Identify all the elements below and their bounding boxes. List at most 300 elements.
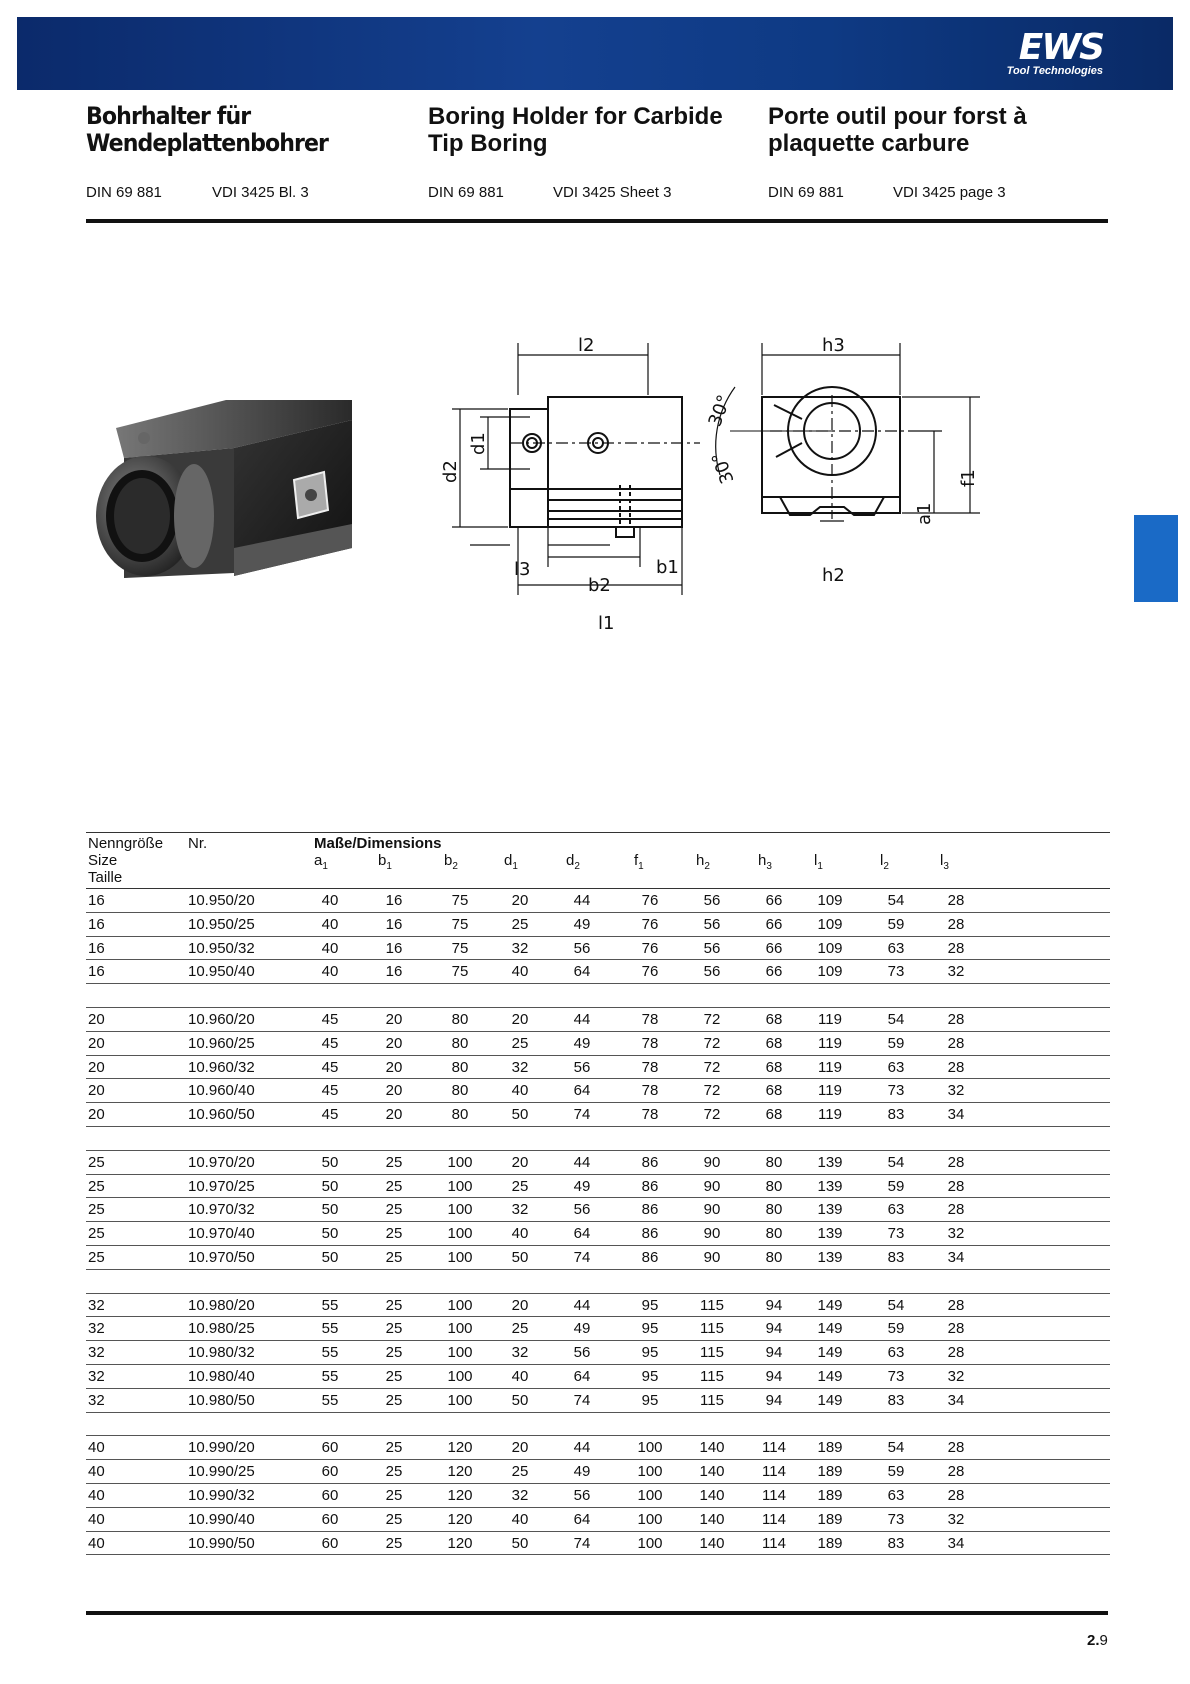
table-cell: 86 xyxy=(641,1225,659,1243)
table-cell: 139 xyxy=(817,1201,843,1219)
table-cell: 63 xyxy=(887,1344,905,1362)
table-cell: 45 xyxy=(321,1082,339,1100)
table-row xyxy=(86,1317,1110,1341)
header-dim-a1: $a_1$ xyxy=(314,852,328,872)
table-cell: 90 xyxy=(703,1201,721,1219)
table-cell: 40 xyxy=(321,892,339,909)
table-cell: 16 xyxy=(88,939,105,957)
header-dim-b1: $b_1$ xyxy=(378,852,392,872)
logo-subtitle: Tool Technologies xyxy=(1006,65,1103,77)
table-cell: 32 xyxy=(947,1082,965,1100)
table-cell: 83 xyxy=(887,1391,905,1409)
table-cell: 83 xyxy=(887,1534,905,1552)
table-cell: 28 xyxy=(947,1177,965,1195)
table-cell: 55 xyxy=(321,1320,339,1338)
table-cell: 100 xyxy=(447,1248,473,1266)
table-cell: 10.970/20 xyxy=(188,1153,255,1171)
table-cell: 50 xyxy=(511,1391,529,1409)
table-cell: 100 xyxy=(637,1439,663,1457)
table-cell: 119 xyxy=(818,1106,842,1124)
table-cell: 95 xyxy=(641,1320,659,1338)
table-cell: 10.980/40 xyxy=(188,1367,255,1385)
table-cell: 28 xyxy=(947,1296,965,1314)
table-cell: 63 xyxy=(887,1201,905,1219)
table-cell: 149 xyxy=(817,1344,843,1362)
table-cell: 28 xyxy=(947,1344,965,1362)
table-cell: 83 xyxy=(887,1248,905,1266)
table-cell: 49 xyxy=(573,1177,591,1195)
table-cell: 54 xyxy=(887,1010,905,1028)
table-cell: 73 xyxy=(887,1225,905,1243)
table-cell: 50 xyxy=(321,1201,339,1219)
table-cell: 78 xyxy=(641,1034,659,1052)
table-cell: 10.970/25 xyxy=(188,1177,255,1195)
table-cell: 140 xyxy=(699,1486,725,1504)
table-cell: 189 xyxy=(817,1463,843,1481)
header-size-en: Size xyxy=(88,852,118,869)
table-cell: 25 xyxy=(385,1510,403,1528)
table-cell: 50 xyxy=(511,1534,529,1552)
table-cell: 32 xyxy=(511,1486,529,1504)
table-cell: 75 xyxy=(451,939,469,957)
table-cell: 32 xyxy=(88,1367,105,1385)
table-row xyxy=(86,1436,1110,1460)
table-cell: 189 xyxy=(817,1534,843,1552)
table-cell: 72 xyxy=(703,1058,721,1076)
table-cell: 49 xyxy=(573,1034,591,1052)
table-cell: 25 xyxy=(385,1439,403,1457)
table-cell: 25 xyxy=(511,1034,529,1052)
table-cell: 95 xyxy=(641,1344,659,1362)
table-cell: 114 xyxy=(762,1486,786,1504)
table-cell: 20 xyxy=(88,1034,105,1052)
table-cell: 20 xyxy=(88,1058,105,1076)
table-cell: 100 xyxy=(447,1177,473,1195)
table-cell: 20 xyxy=(88,1106,105,1124)
dim-label-l2: l2 xyxy=(578,335,595,356)
header-banner xyxy=(17,17,1173,90)
table-cell: 64 xyxy=(573,1510,591,1528)
table-cell: 25 xyxy=(511,1177,529,1195)
table-cell: 32 xyxy=(947,1510,965,1528)
table-cell: 100 xyxy=(447,1225,473,1243)
table-cell: 50 xyxy=(321,1248,339,1266)
table-cell: 72 xyxy=(703,1034,721,1052)
table-cell: 80 xyxy=(765,1201,783,1219)
table-cell: 64 xyxy=(573,963,591,981)
table-cell: 32 xyxy=(947,963,965,981)
table-cell: 10.960/32 xyxy=(188,1058,255,1076)
table-row xyxy=(86,913,1110,937)
table-cell: 25 xyxy=(385,1463,403,1481)
table-cell: 28 xyxy=(947,1010,965,1028)
table-cell: 76 xyxy=(641,939,659,957)
table-cell: 90 xyxy=(703,1248,721,1266)
page-number: 2.9 xyxy=(1087,1632,1108,1649)
table-cell: 119 xyxy=(818,1010,842,1028)
table-cell: 40 xyxy=(511,1367,529,1385)
table-cell: 59 xyxy=(887,1034,905,1052)
table-cell: 66 xyxy=(765,892,783,909)
table-cell: 149 xyxy=(817,1296,843,1314)
table-cell: 120 xyxy=(447,1439,473,1457)
table-cell: 73 xyxy=(887,1510,905,1528)
table-cell: 40 xyxy=(321,939,339,957)
table-cell: 73 xyxy=(887,963,905,981)
table-cell: 28 xyxy=(947,1463,965,1481)
table-row xyxy=(86,1341,1110,1365)
table-cell: 25 xyxy=(385,1153,403,1171)
table-cell: 140 xyxy=(699,1534,725,1552)
dim-label-h3: h3 xyxy=(822,335,845,356)
table-cell: 80 xyxy=(765,1153,783,1171)
table-cell: 25 xyxy=(385,1486,403,1504)
table-cell: 49 xyxy=(573,1320,591,1338)
table-cell: 100 xyxy=(447,1296,473,1314)
header-rule xyxy=(86,219,1108,223)
table-cell: 139 xyxy=(817,1225,843,1243)
dim-label-l3: l3 xyxy=(514,559,531,580)
header-size-de: Nenngröße xyxy=(88,835,164,852)
table-cell: 60 xyxy=(321,1439,339,1457)
table-cell: 74 xyxy=(573,1534,591,1552)
table-cell: 56 xyxy=(573,1344,591,1362)
table-cell: 56 xyxy=(703,939,721,957)
table-cell: 28 xyxy=(947,1058,965,1076)
table-cell: 78 xyxy=(641,1106,659,1124)
table-cell: 115 xyxy=(700,1344,724,1362)
table-cell: 189 xyxy=(817,1486,843,1504)
table-cell: 139 xyxy=(817,1177,843,1195)
table-cell: 10.980/20 xyxy=(188,1296,255,1314)
table-row xyxy=(86,1079,1110,1103)
table-cell: 20 xyxy=(385,1058,403,1076)
table-cell: 25 xyxy=(511,1463,529,1481)
table-cell: 32 xyxy=(511,1201,529,1219)
table-cell: 45 xyxy=(321,1010,339,1028)
table-cell: 68 xyxy=(765,1010,783,1028)
table-cell: 32 xyxy=(88,1344,105,1362)
table-cell: 25 xyxy=(385,1201,403,1219)
table-cell: 28 xyxy=(947,915,965,933)
table-cell: 25 xyxy=(385,1248,403,1266)
table-cell: 20 xyxy=(385,1010,403,1028)
table-cell: 54 xyxy=(887,1296,905,1314)
table-cell: 10.960/50 xyxy=(188,1106,255,1124)
table-cell: 76 xyxy=(641,892,659,909)
table-cell: 25 xyxy=(385,1320,403,1338)
table-cell: 25 xyxy=(88,1153,105,1171)
table-cell: 50 xyxy=(321,1177,339,1195)
table-cell: 54 xyxy=(887,1439,905,1457)
table-cell: 139 xyxy=(817,1248,843,1266)
table-cell: 34 xyxy=(947,1391,965,1409)
table-row xyxy=(86,1222,1110,1246)
table-cell: 32 xyxy=(88,1296,105,1314)
table-cell: 59 xyxy=(887,1463,905,1481)
table-cell: 86 xyxy=(641,1201,659,1219)
table-cell: 119 xyxy=(818,1082,842,1100)
table-cell: 16 xyxy=(385,892,403,909)
table-cell: 59 xyxy=(887,1320,905,1338)
table-cell: 50 xyxy=(321,1225,339,1243)
table-cell: 32 xyxy=(511,1058,529,1076)
table-cell: 75 xyxy=(451,892,469,909)
table-cell: 139 xyxy=(817,1153,843,1171)
table-cell: 10.950/25 xyxy=(188,915,255,933)
table-cell: 10.950/20 xyxy=(188,892,255,909)
table-row xyxy=(86,1151,1110,1175)
table-cell: 40 xyxy=(88,1510,105,1528)
table-cell: 75 xyxy=(451,915,469,933)
table-cell: 94 xyxy=(765,1296,783,1314)
logo-name: EWS xyxy=(1018,27,1103,68)
table-cell: 114 xyxy=(762,1439,786,1457)
table-cell: 109 xyxy=(817,963,843,981)
table-cell: 78 xyxy=(641,1058,659,1076)
table-cell: 45 xyxy=(321,1058,339,1076)
table-cell: 56 xyxy=(573,1201,591,1219)
header-nr: Nr. xyxy=(188,835,208,852)
table-cell: 28 xyxy=(947,1486,965,1504)
table-cell: 78 xyxy=(641,1010,659,1028)
table-cell: 16 xyxy=(385,915,403,933)
table-cell: 25 xyxy=(385,1534,403,1552)
table-cell: 66 xyxy=(765,915,783,933)
table-cell: 32 xyxy=(511,939,529,957)
table-row xyxy=(86,1532,1110,1556)
table-cell: 149 xyxy=(817,1320,843,1338)
table-row xyxy=(86,889,1110,913)
table-cell: 45 xyxy=(321,1034,339,1052)
table-cell: 95 xyxy=(641,1391,659,1409)
table-row xyxy=(86,1365,1110,1389)
table-cell: 32 xyxy=(88,1391,105,1409)
table-cell: 40 xyxy=(321,915,339,933)
table-cell: 68 xyxy=(765,1082,783,1100)
table-cell: 25 xyxy=(511,915,529,933)
table-cell: 56 xyxy=(703,963,721,981)
table-cell: 59 xyxy=(887,1177,905,1195)
table-cell: 55 xyxy=(321,1296,339,1314)
table-cell: 100 xyxy=(447,1344,473,1362)
table-cell: 86 xyxy=(641,1177,659,1195)
table-cell: 44 xyxy=(573,1010,591,1028)
table-cell: 25 xyxy=(385,1367,403,1385)
table-row xyxy=(86,1508,1110,1532)
table-cell: 76 xyxy=(641,915,659,933)
table-cell: 66 xyxy=(765,963,783,981)
table-cell: 10.990/32 xyxy=(188,1486,255,1504)
table-row xyxy=(86,1246,1110,1270)
header-dim-b2: $b_2$ xyxy=(444,852,458,872)
table-cell: 32 xyxy=(511,1344,529,1362)
table-cell: 40 xyxy=(511,963,529,981)
table-cell: 140 xyxy=(699,1463,725,1481)
table-cell: 63 xyxy=(887,1058,905,1076)
table-cell: 10.970/40 xyxy=(188,1225,255,1243)
table-cell: 115 xyxy=(700,1391,724,1409)
table-cell: 10.980/32 xyxy=(188,1344,255,1362)
table-cell: 32 xyxy=(88,1320,105,1338)
table-cell: 140 xyxy=(699,1510,725,1528)
table-cell: 64 xyxy=(573,1367,591,1385)
group-separator xyxy=(86,1127,1110,1151)
table-cell: 54 xyxy=(887,892,905,909)
table-cell: 73 xyxy=(887,1367,905,1385)
table-cell: 80 xyxy=(451,1082,469,1100)
table-cell: 25 xyxy=(88,1248,105,1266)
table-cell: 114 xyxy=(762,1534,786,1552)
dim-label-h2: h2 xyxy=(822,565,845,586)
table-cell: 10.960/20 xyxy=(188,1010,255,1028)
table-row xyxy=(86,1484,1110,1508)
table-cell: 40 xyxy=(88,1463,105,1481)
table-cell: 68 xyxy=(765,1106,783,1124)
table-cell: 94 xyxy=(765,1320,783,1338)
table-cell: 109 xyxy=(817,915,843,933)
table-cell: 40 xyxy=(88,1486,105,1504)
title-english: Boring Holder for Carbide Tip Boring xyxy=(428,103,723,157)
table-cell: 80 xyxy=(765,1225,783,1243)
table-cell: 16 xyxy=(88,963,105,981)
table-cell: 100 xyxy=(637,1534,663,1552)
table-row xyxy=(86,1175,1110,1199)
table-cell: 56 xyxy=(573,939,591,957)
dim-label-f1: f1 xyxy=(958,469,979,487)
table-row xyxy=(86,1198,1110,1222)
table-header xyxy=(86,832,1110,888)
table-cell: 115 xyxy=(700,1367,724,1385)
table-row xyxy=(86,937,1110,961)
table-cell: 100 xyxy=(447,1320,473,1338)
table-cell: 140 xyxy=(699,1439,725,1457)
table-cell: 40 xyxy=(321,963,339,981)
table-cell: 25 xyxy=(385,1391,403,1409)
table-cell: 100 xyxy=(447,1367,473,1385)
group-separator xyxy=(86,1413,1110,1437)
table-cell: 76 xyxy=(641,963,659,981)
table-cell: 189 xyxy=(817,1439,843,1457)
table-row xyxy=(86,1008,1110,1032)
table-cell: 10.970/32 xyxy=(188,1201,255,1219)
table-row xyxy=(86,1389,1110,1413)
table-cell: 74 xyxy=(573,1248,591,1266)
dim-label-angle-upper: 30° xyxy=(704,392,736,430)
table-cell: 55 xyxy=(321,1391,339,1409)
dim-label-d1: d1 xyxy=(468,432,489,455)
header-dim-h2: $h_2$ xyxy=(696,852,710,872)
table-cell: 40 xyxy=(511,1510,529,1528)
table-cell: 25 xyxy=(385,1296,403,1314)
table-cell: 100 xyxy=(637,1463,663,1481)
table-row xyxy=(86,1056,1110,1080)
table-cell: 32 xyxy=(947,1367,965,1385)
table-row xyxy=(86,1294,1110,1318)
table-cell: 28 xyxy=(947,892,965,909)
table-cell: 83 xyxy=(887,1106,905,1124)
header-dim-h3: $h_3$ xyxy=(758,852,772,872)
table-cell: 20 xyxy=(88,1082,105,1100)
table-cell: 28 xyxy=(947,1320,965,1338)
table-cell: 120 xyxy=(447,1463,473,1481)
table-cell: 74 xyxy=(573,1391,591,1409)
table-cell: 149 xyxy=(817,1367,843,1385)
title-german: Bohrhalter für Wendeplattenbohrer xyxy=(86,102,329,157)
table-cell: 25 xyxy=(385,1344,403,1362)
dim-label-angle-lower: 30° xyxy=(707,449,739,487)
table-cell: 20 xyxy=(511,1153,529,1171)
table-cell: 10.990/25 xyxy=(188,1463,255,1481)
table-cell: 16 xyxy=(385,939,403,957)
table-cell: 10.960/25 xyxy=(188,1034,255,1052)
table-cell: 66 xyxy=(765,939,783,957)
table-row xyxy=(86,1103,1110,1127)
table-cell: 64 xyxy=(573,1082,591,1100)
table-cell: 115 xyxy=(700,1320,724,1338)
dim-label-b2: b2 xyxy=(588,575,611,596)
table-cell: 80 xyxy=(451,1106,469,1124)
table-cell: 28 xyxy=(947,1201,965,1219)
table-cell: 80 xyxy=(765,1177,783,1195)
table-cell: 56 xyxy=(573,1058,591,1076)
table-cell: 10.970/50 xyxy=(188,1248,255,1266)
table-cell: 34 xyxy=(947,1106,965,1124)
table-cell: 40 xyxy=(88,1534,105,1552)
table-cell: 55 xyxy=(321,1367,339,1385)
dim-label-d2: d2 xyxy=(440,460,461,483)
header-dim-l3: $l_3$ xyxy=(940,852,949,872)
table-cell: 25 xyxy=(385,1225,403,1243)
table-cell: 10.980/25 xyxy=(188,1320,255,1338)
table-cell: 10.950/32 xyxy=(188,939,255,957)
header-size-fr: Taille xyxy=(88,869,123,886)
group-separator xyxy=(86,984,1110,1008)
table-cell: 56 xyxy=(703,892,721,909)
table-cell: 54 xyxy=(887,1153,905,1171)
table-cell: 90 xyxy=(703,1153,721,1171)
table-cell: 16 xyxy=(88,892,105,909)
table-cell: 45 xyxy=(321,1106,339,1124)
table-cell: 119 xyxy=(818,1034,842,1052)
standard-din-de: DIN 69 881 xyxy=(86,184,162,201)
table-cell: 95 xyxy=(641,1296,659,1314)
table-cell: 44 xyxy=(573,1153,591,1171)
header-dim-d2: $d_2$ xyxy=(566,852,580,872)
footer-rule xyxy=(86,1611,1108,1615)
table-cell: 28 xyxy=(947,1034,965,1052)
table-cell: 75 xyxy=(451,963,469,981)
table-cell: 20 xyxy=(385,1106,403,1124)
table-cell: 40 xyxy=(88,1439,105,1457)
table-cell: 94 xyxy=(765,1344,783,1362)
table-row xyxy=(86,1460,1110,1484)
title-french: Porte outil pour forst à plaquette carbure xyxy=(768,103,1027,157)
table-cell: 86 xyxy=(641,1153,659,1171)
table-cell: 109 xyxy=(817,892,843,909)
dim-label-a1: a1 xyxy=(914,502,935,525)
table-cell: 20 xyxy=(511,892,529,909)
table-cell: 114 xyxy=(762,1510,786,1528)
table-cell: 50 xyxy=(511,1106,529,1124)
table-cell: 90 xyxy=(703,1225,721,1243)
table-cell: 20 xyxy=(385,1034,403,1052)
table-cell: 20 xyxy=(511,1439,529,1457)
standard-din-en: DIN 69 881 xyxy=(428,184,504,201)
product-photo xyxy=(84,398,354,598)
group-separator xyxy=(86,1270,1110,1294)
table-cell: 20 xyxy=(511,1010,529,1028)
